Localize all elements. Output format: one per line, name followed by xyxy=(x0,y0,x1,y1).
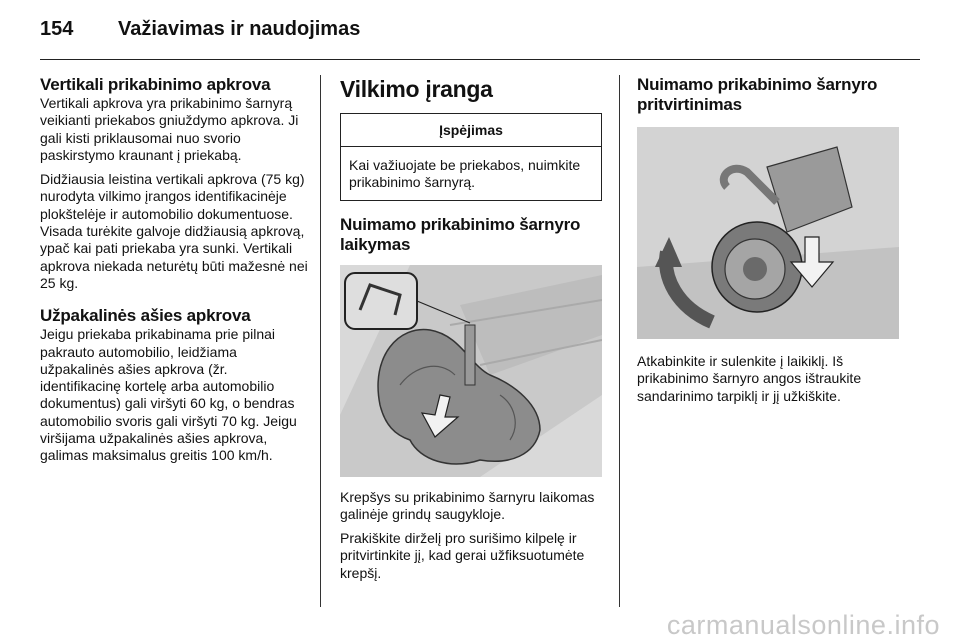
warning-title: Įspėjimas xyxy=(341,114,601,147)
paragraph: Atkabinkite ir sulenkite į laikiklį. Iš prikabinimo šarnyro angos ištraukite sandarinimo tarpiklį ir jį užkiškite. xyxy=(637,353,862,404)
chapter-title: Važiavimas ir naudojimas xyxy=(118,18,361,40)
column-divider xyxy=(619,75,620,607)
watermark: carmanualsonline.info xyxy=(666,610,940,640)
page-number: 154 xyxy=(40,18,74,40)
trunk-bag-illustration xyxy=(340,265,602,477)
paragraph: Jeigu priekaba prikabinama prie pilnai pakrauto automobilio, leidžiama užpakalinės ašies apkrova (žr. identifikacinę kortelę arba automobilio dokumentus) gali viršyti 60 kg, o bendras automobilio svoris gali viršyti 70 kg. Jeigu viršijama užpakalinės ašies apkrova, galimas maksimalus greitis 100 km/h. xyxy=(40,326,297,464)
paragraph: Vertikali apkrova yra prikabinimo šarnyrą veikianti priekabos gniuždymo apkrova. Ji gali kisti priklausomai nuo svorio paskirstymo kraunant į priekabą. xyxy=(40,95,299,163)
paragraph: Prakiškite dirželį pro surišimo kilpelę ir pritvirtinkite jį, kad gerai užfiksuotumėte krepšį. xyxy=(340,530,585,581)
subheading-fitting: Nuimamo prikabinimo šarnyro pritvirtinimas xyxy=(637,75,878,114)
warning-text: Kai važiuojate be priekabos, nuimkite prikabinimo šarnyrą. xyxy=(349,157,581,191)
section-heading-vertical-load: Vertikali prikabinimo apkrova xyxy=(40,75,271,94)
storage-illustration xyxy=(340,265,602,477)
subheading-storage: Nuimamo prikabinimo šarnyro laikymas xyxy=(340,214,581,254)
tow-socket-illustration xyxy=(637,127,899,339)
paragraph: Krepšys su prikabinimo šarnyru laikomas galinėje grindų saugykloje. xyxy=(340,488,595,522)
header-divider xyxy=(40,59,920,60)
column-3 xyxy=(637,75,899,412)
paragraph: Didžiausia leistina vertikali apkrova (75 kg) nurodyta vilkimo įrangos identifikacinėje plokštelėje ir automobilio dokumentuose. Visada turėkite galvoje didžiausią apkrovą, ypač kai pati priekaba yra sunki. Vertikali apkrova niekada neturėtų būti mažesnė nei 25 kg. xyxy=(40,171,308,291)
page-header xyxy=(40,18,920,48)
main-heading: Vilkimo įranga xyxy=(340,76,493,102)
fitting-illustration xyxy=(637,127,899,339)
section-heading-rear-axle-load: Užpakalinės ašies apkrova xyxy=(40,306,251,326)
column-2 xyxy=(340,75,602,589)
warning-box xyxy=(340,113,602,201)
column-1 xyxy=(40,75,308,472)
column-divider xyxy=(320,75,321,607)
